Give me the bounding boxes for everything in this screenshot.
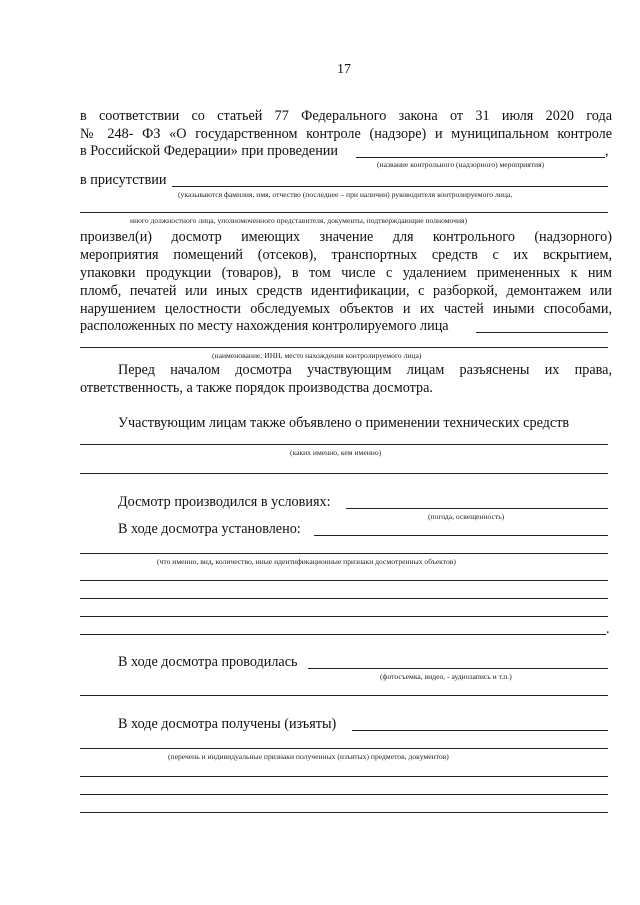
conditions-caption: (погода, освещенность) [428, 512, 505, 521]
tech-caption: (каких именно, кем именно) [290, 448, 382, 457]
intro-line-1: в соответствии со статьей 77 Федерального закона от 31 июля 2020 года [80, 108, 612, 124]
event-name-caption: (название контрольного (надзорного) мероприятия) [377, 160, 545, 169]
tech-label: Участвующим лицам также объявлено о применении технических средств [118, 415, 570, 431]
seized-field-line-5[interactable] [80, 812, 608, 813]
established-field-line-6[interactable] [80, 634, 606, 635]
established-field-line-3[interactable] [80, 580, 608, 581]
conditions-field-line[interactable] [346, 508, 608, 509]
presence-field-line-2[interactable] [80, 212, 608, 213]
established-caption: (что именно, вид, количество, иные идентификационные признаки досмотренных объектов) [157, 557, 456, 566]
recording-field-line[interactable] [308, 668, 608, 669]
inspection-line-6: расположенных по месту нахождения контролируемого лица [80, 318, 449, 334]
established-field-line-4[interactable] [80, 598, 608, 599]
seized-caption: (перечень и индивидуальные признаки полученных (изъятых) предметов, документов) [168, 752, 449, 761]
intro-line-2: № 248- ФЗ «О государственном контроле (надзоре) и муниципальном контроле [80, 126, 612, 142]
presence-caption-2: иного должностного лица, уполномоченного представителя, документы, подтверждающие полномочия) [130, 216, 468, 225]
established-label: В ходе досмотра установлено: [118, 521, 301, 537]
rights-line-2: ответственность, а также порядок производства досмотра. [80, 380, 433, 396]
recording-field-line-2[interactable] [80, 695, 608, 696]
inspection-line-3: упаковки продукции (товаров), в том числе с удалением примененных к ним [80, 265, 612, 281]
recording-label: В ходе досмотра проводилась [118, 654, 298, 670]
page-number: 17 [337, 62, 351, 77]
recording-caption: (фотосъемка, видео, - аудиозапись и т.п.) [380, 672, 512, 681]
inspection-line-1: произвел(и) досмотр имеющих значение для контрольного (надзорного) [80, 229, 612, 245]
seized-field-line-2[interactable] [80, 748, 608, 749]
presence-caption-1: (указываются фамилия, имя, отчество (последнее – при наличии) руководителя контролируемого лица, [178, 190, 513, 199]
intro-line-3-end: , [605, 143, 609, 159]
established-field-line[interactable] [314, 535, 608, 536]
inspection-line-2: мероприятия помещений (отсеков), транспортных средств с их вскрытием, [80, 247, 612, 263]
event-name-field-line[interactable] [356, 157, 605, 158]
established-end-mark: . [606, 621, 610, 637]
tech-field-line-2[interactable] [80, 473, 608, 474]
inspection-line-5: нарушением целостности обследуемых объектов и их частей иными способами, [80, 301, 612, 317]
established-field-line-2[interactable] [80, 553, 608, 554]
conditions-label: Досмотр производился в условиях: [118, 494, 331, 510]
seized-field-line-3[interactable] [80, 776, 608, 777]
tech-field-line[interactable] [80, 444, 608, 445]
seized-field-line[interactable] [352, 730, 608, 731]
presence-field-line[interactable] [172, 186, 608, 187]
inspection-line-4: пломб, печатей или иных средств идентификации, с разборкой, демонтажем или [80, 283, 612, 299]
seized-field-line-4[interactable] [80, 794, 608, 795]
controlled-person-field-line-2[interactable] [80, 347, 608, 348]
rights-line-1: Перед началом досмотра участвующим лицам разъяснены их права, [118, 362, 612, 378]
presence-label: в присутствии [80, 172, 167, 188]
intro-line-3: в Российской Федерации» при проведении [80, 143, 338, 159]
established-field-line-5[interactable] [80, 616, 608, 617]
controlled-person-field-line[interactable] [476, 332, 608, 333]
controlled-person-caption: (наименование, ИНН, место нахождения контролируемого лица) [212, 351, 422, 360]
seized-label: В ходе досмотра получены (изъяты) [118, 716, 337, 732]
